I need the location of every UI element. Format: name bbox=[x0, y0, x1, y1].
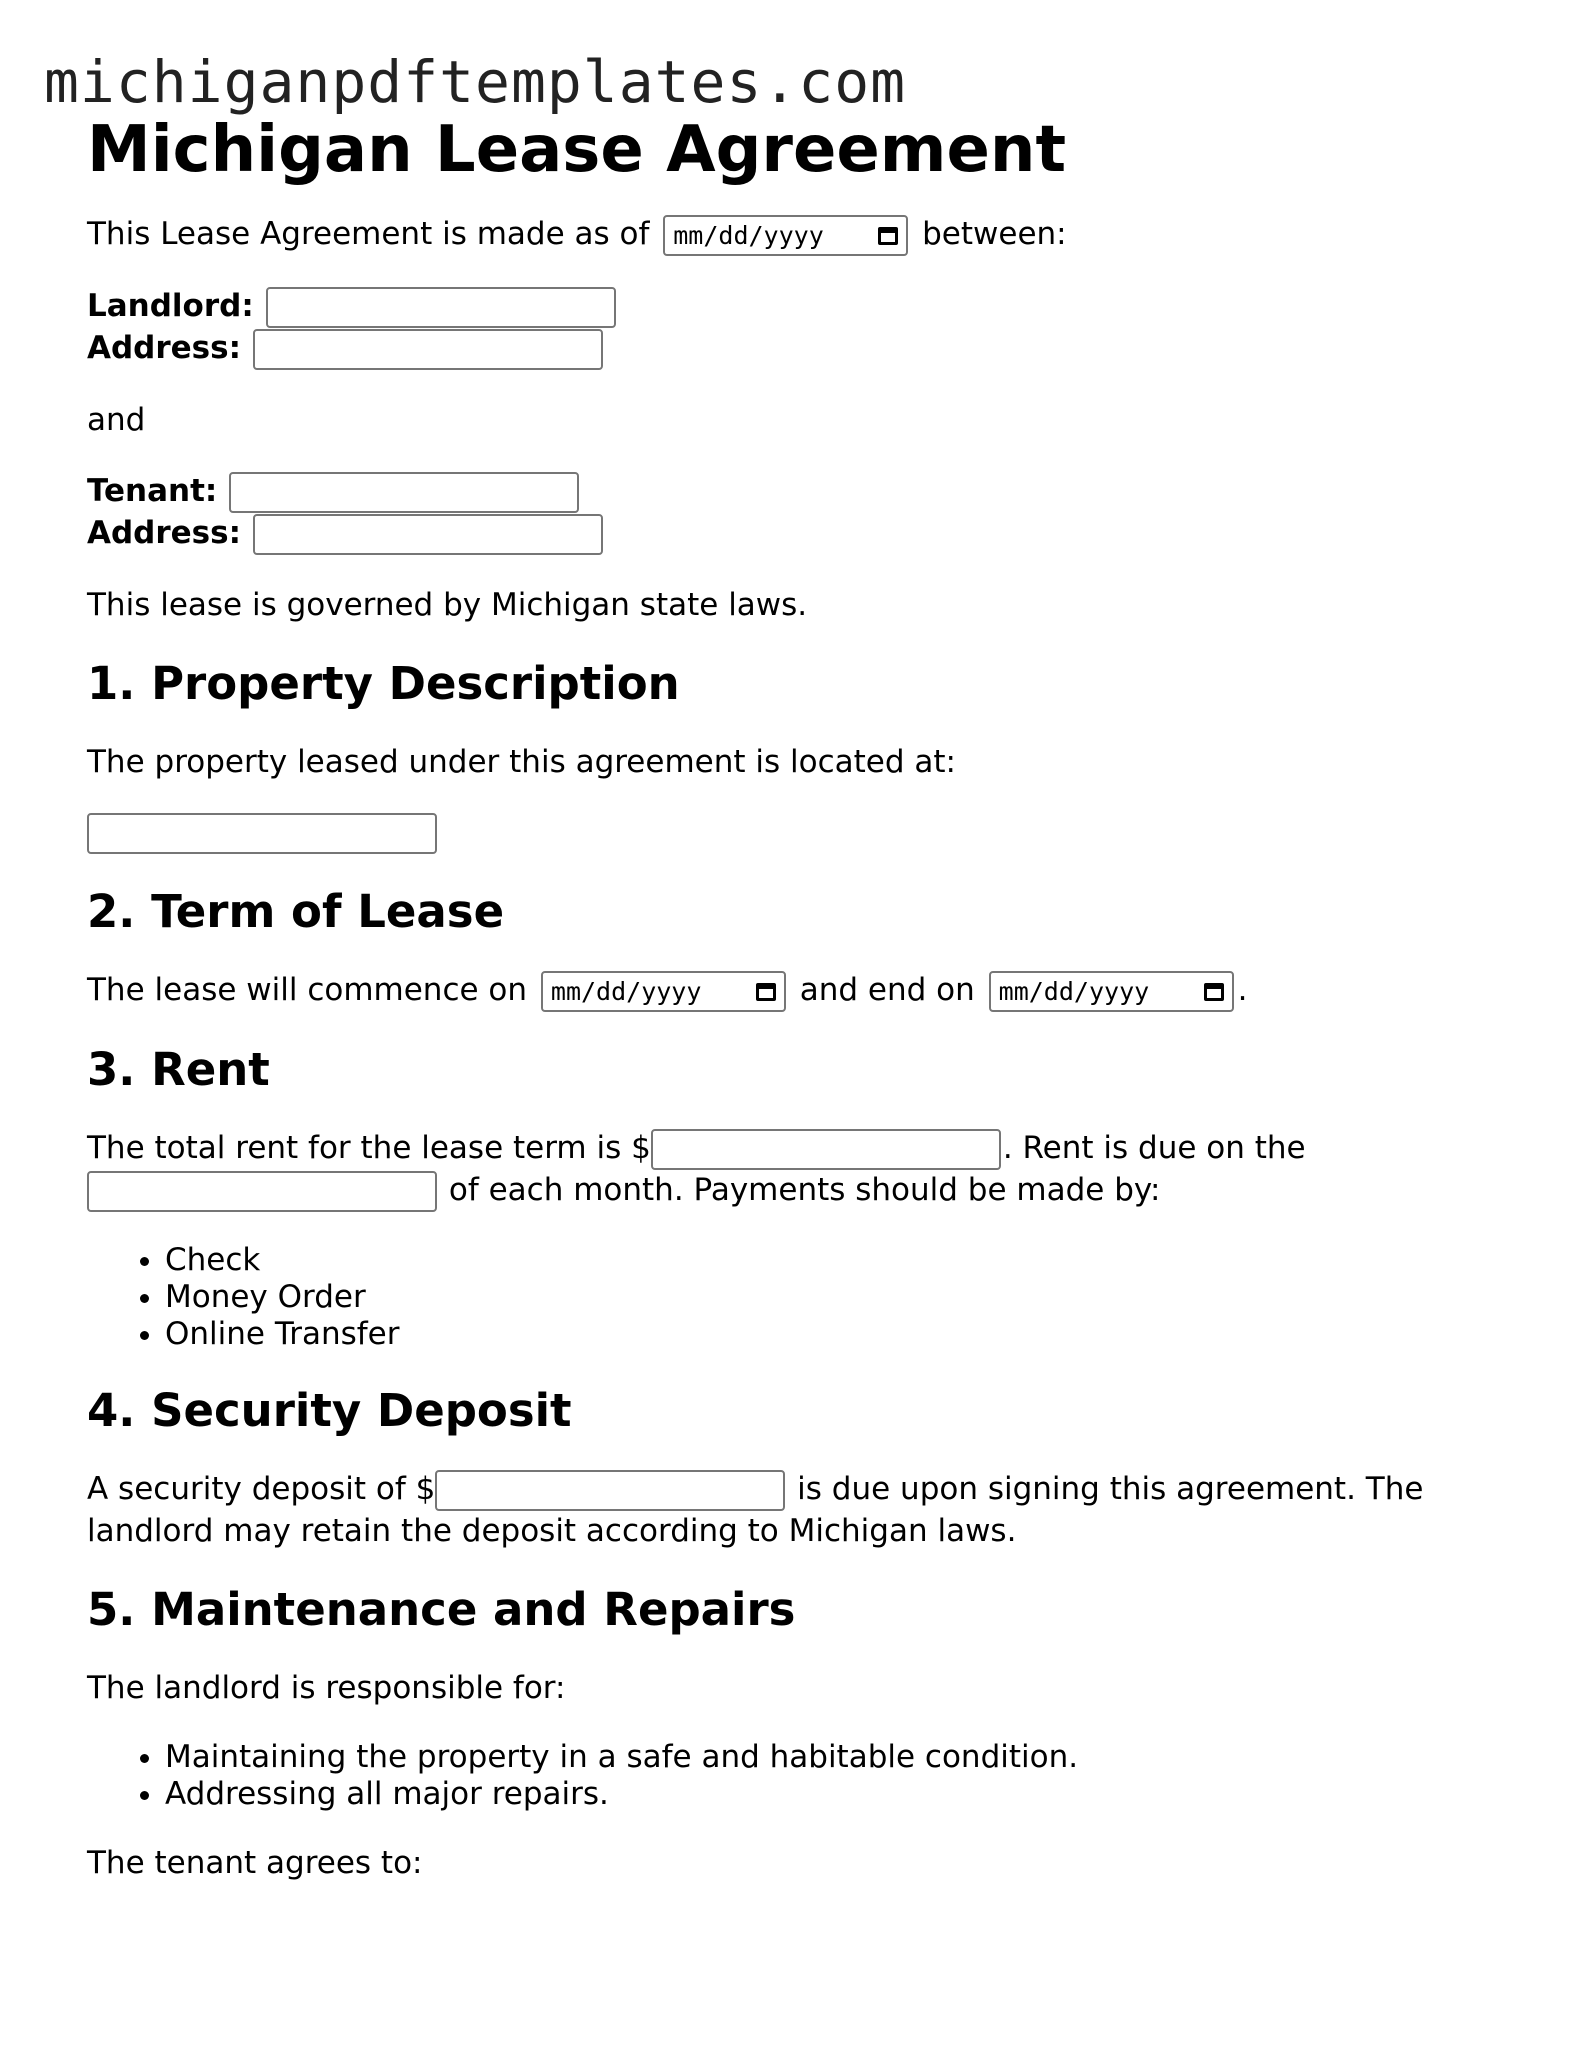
lease-document bbox=[87, 110, 1507, 1884]
tenant-responsibilities-intro: The tenant agrees to: bbox=[87, 1845, 423, 1881]
intro-text-after: between: bbox=[922, 216, 1067, 252]
lease-term-paragraph bbox=[87, 970, 1507, 1012]
list-item: • Money Order bbox=[165, 1279, 1507, 1316]
calendar-icon[interactable] bbox=[1204, 983, 1224, 1001]
rent-text-before: The total rent for the lease term is $ bbox=[87, 1130, 651, 1166]
property-address-row bbox=[87, 813, 1507, 854]
property-address-field[interactable] bbox=[87, 813, 437, 854]
tenant-label: Tenant: bbox=[87, 473, 218, 509]
list-item: • Addressing all major repairs. bbox=[165, 1776, 1507, 1813]
security-deposit-field[interactable] bbox=[435, 1470, 785, 1511]
tenant-address-row bbox=[87, 513, 1507, 555]
tenant-block bbox=[87, 471, 1507, 555]
landlord-block bbox=[87, 286, 1507, 370]
section-1-heading: 1. Property Description bbox=[87, 657, 680, 710]
deposit-text-after: is due upon signing this agreement. The landlord may retain the deposit according to Michigan laws. bbox=[87, 1471, 1424, 1549]
lease-start-date-placeholder: mm/dd/yyyy bbox=[550, 977, 702, 1006]
landlord-row bbox=[87, 286, 1507, 328]
lease-term-text-after: . bbox=[1237, 972, 1248, 1008]
intro-text-before: This Lease Agreement is made as of bbox=[87, 216, 650, 252]
rent-text-middle: . Rent is due on the bbox=[1002, 1130, 1306, 1166]
tenant-address-label: Address: bbox=[87, 515, 241, 551]
rent-paragraph bbox=[87, 1128, 1507, 1212]
site-watermark: michiganpdftemplates.com bbox=[44, 48, 907, 116]
calendar-icon[interactable] bbox=[756, 983, 776, 1001]
and-text: and bbox=[87, 402, 146, 438]
lease-end-date-placeholder: mm/dd/yyyy bbox=[998, 977, 1150, 1006]
governing-law-text: This lease is governed by Michigan state laws. bbox=[87, 587, 808, 623]
section-4-heading: 4. Security Deposit bbox=[87, 1384, 572, 1437]
deposit-text-before: A security deposit of $ bbox=[87, 1471, 436, 1507]
landlord-address-row bbox=[87, 328, 1507, 370]
intro-paragraph bbox=[87, 214, 1507, 256]
security-deposit-paragraph bbox=[87, 1469, 1507, 1552]
landlord-address-label: Address: bbox=[87, 330, 241, 366]
landlord-responsibilities-list bbox=[87, 1739, 1507, 1813]
lease-term-text-middle: and end on bbox=[799, 972, 975, 1008]
document-title: Michigan Lease Agreement bbox=[87, 113, 1067, 187]
rent-text-after: of each month. Payments should be made by: bbox=[448, 1172, 1161, 1208]
section-3-heading: 3. Rent bbox=[87, 1043, 270, 1096]
lease-end-date-input[interactable] bbox=[989, 971, 1234, 1012]
property-description-text: The property leased under this agreement is located at: bbox=[87, 744, 956, 780]
total-rent-field[interactable] bbox=[651, 1129, 1001, 1170]
landlord-responsibilities-intro: The landlord is responsible for: bbox=[87, 1670, 566, 1706]
lease-start-date-input[interactable] bbox=[541, 971, 786, 1012]
landlord-address-field[interactable] bbox=[253, 329, 603, 370]
rent-due-day-field[interactable] bbox=[87, 1171, 437, 1212]
landlord-label: Landlord: bbox=[87, 288, 254, 324]
tenant-name-field[interactable] bbox=[229, 472, 579, 513]
calendar-icon[interactable] bbox=[878, 227, 898, 245]
tenant-row bbox=[87, 471, 1507, 513]
lease-term-text-before: The lease will commence on bbox=[87, 972, 528, 1008]
tenant-address-field[interactable] bbox=[253, 514, 603, 555]
agreement-date-placeholder: mm/dd/yyyy bbox=[673, 221, 824, 250]
section-2-heading: 2. Term of Lease bbox=[87, 885, 505, 938]
list-item: • Online Transfer bbox=[165, 1316, 1507, 1353]
list-item: • Check bbox=[165, 1242, 1507, 1279]
agreement-date-input[interactable] bbox=[663, 215, 908, 256]
list-item: • Maintaining the property in a safe and habitable condition. bbox=[165, 1739, 1507, 1776]
payment-methods-list bbox=[87, 1242, 1507, 1353]
section-5-heading: 5. Maintenance and Repairs bbox=[87, 1583, 796, 1636]
landlord-name-field[interactable] bbox=[266, 287, 616, 328]
